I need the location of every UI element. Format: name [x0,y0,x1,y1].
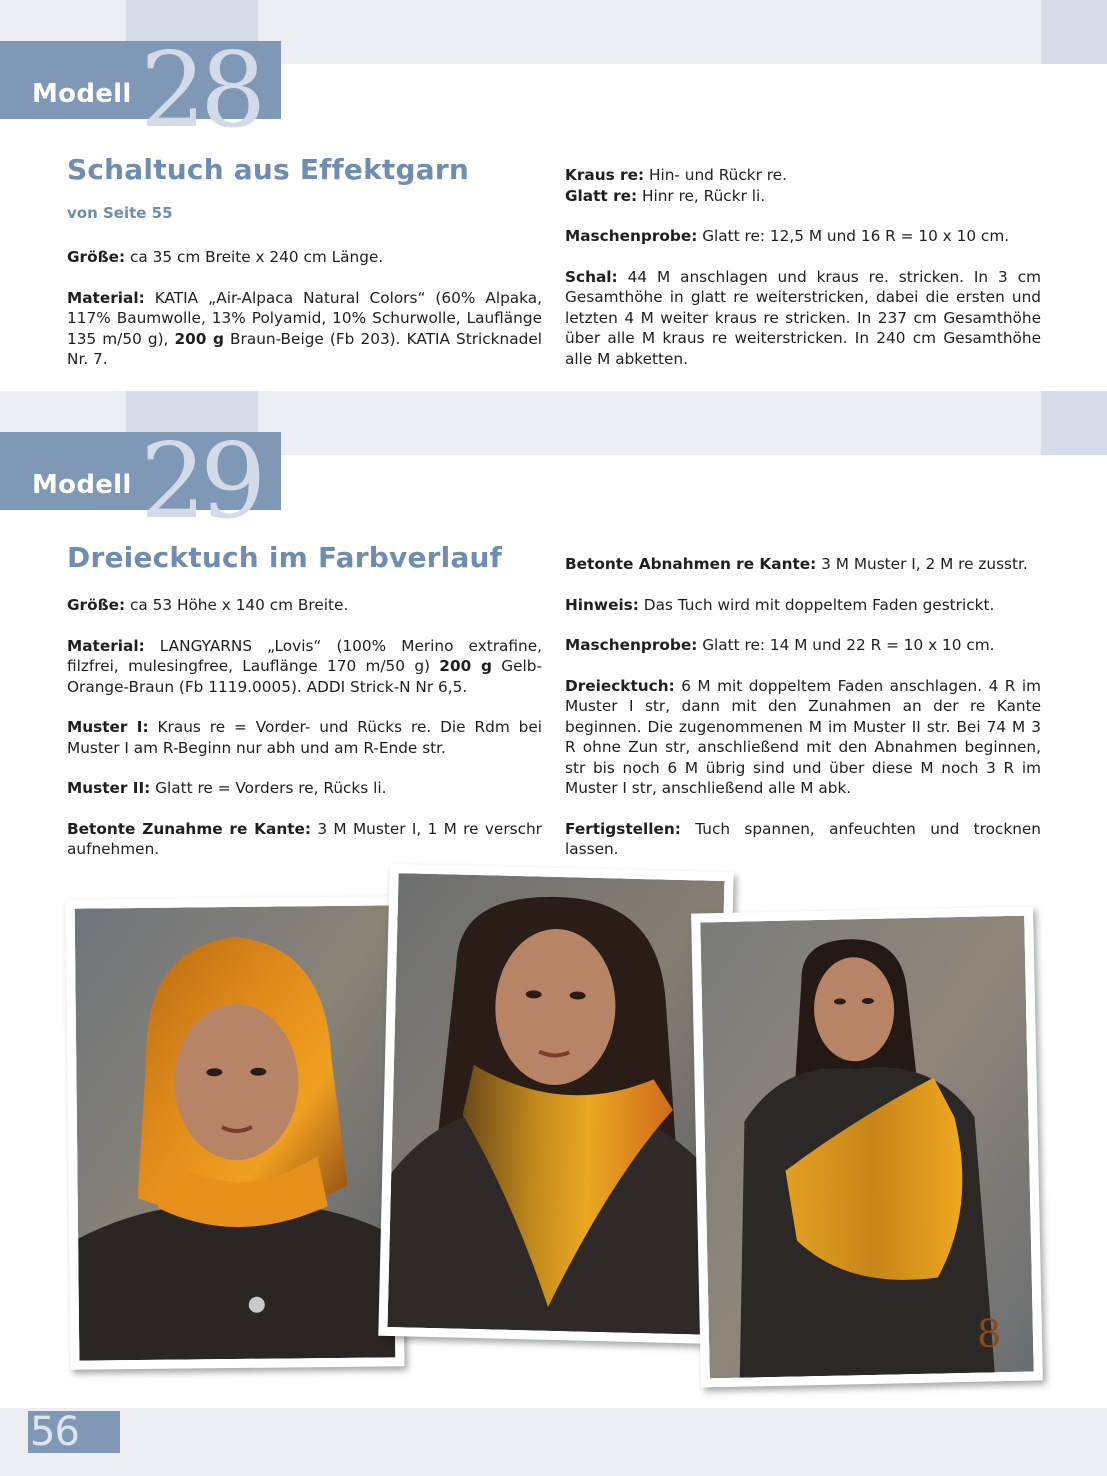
paragraph-schal: Schal: 44 M anschlagen und kraus re. stricken. In 3 cm Gesamthöhe in glatt re weiterstricken, dabei die ersten und letzten 4 M weiter kraus re stricken. In 237 cm Gesamthöhe über alle M kraus re weiterstricken. In 240 cm Gesamthöhe alle M abketten. [565,267,1041,368]
paragraph-dreiecktuch: Dreiecktuch: 6 M mit doppeltem Faden anschlagen. 4 R im Muster I str, dann mit den Zunahmen an der re Kante beginnen. Die zugenommenen M im Muster II str. Bei 74 M 3 R ohne Zun str, anschließend mit den Abnahmen beginnen, str bis noch 6 M übrig sind und über diese M noch 3 R im Muster I str, anschließend alle M abk. [565,676,1041,797]
paragraph-abnahmen: Betonte Abnahmen re Kante: 3 M Muster I, 2 M re zusstr. [565,555,1028,573]
modell-label-28: Modell [32,79,132,109]
photo-headscarf [66,896,405,1369]
photo-neck-scarf-image [388,873,725,1335]
paragraph-muster-1: Muster I: Kraus re = Vorder- und Rücks re. Die Rdm bei Muster I am R-Beginn nur abh und am R-Ende str. [67,718,542,757]
paragraph-maschenprobe: Maschenprobe: Glatt re: 12,5 M und 16 R = 10 x 10 cm. [565,227,1010,245]
modell-number-28: 28 [140,29,261,151]
paragraph-maschenprobe-29: Maschenprobe: Glatt re: 14 M und 22 R = 10 x 10 cm. [565,636,995,654]
paragraph-muster-2: Muster II: Glatt re = Vorders re, Rücks li. [67,779,387,797]
paragraph-fertigstellen: Fertigstellen: Tuch spannen, anfeuchten und trocknen lassen. [565,819,1041,858]
section1-left-column [67,247,542,390]
section-subtitle-28: von Seite 55 [67,204,173,222]
section1-right-column [565,165,1041,389]
modell-number-29: 29 [140,420,261,542]
section-title-29: Dreiecktuch im Farbverlauf [67,541,503,574]
paragraph-material-29: Material: LANGYARNS „Lovis“ (100% Merino extrafine, filzfrei, mulesingfree, Lauflänge 170 m/50 g) 200 g Gelb-Orange-Braun (Fb 1119.0005). ADDI Strick-N Nr 6,5. [67,636,542,696]
section-title-28: Schaltuch aus Effektgarn [67,153,469,186]
photo-body-scarf [691,906,1043,1387]
paragraph-groesse-29: Größe: ca 53 Höhe x 140 cm Breite. [67,596,349,614]
section2-right-column [565,554,1041,880]
svg-text:8: 8 [976,1311,1002,1356]
paragraph-zunahme: Betonte Zunahme re Kante: 3 M Muster I, 1 M re verschr aufnehmen. [67,819,542,858]
photo-headscarf-image [75,905,396,1360]
photo-neck-scarf [378,864,733,1344]
paragraph-groesse: Größe: ca 35 cm Breite x 240 cm Länge. [67,248,384,266]
photo-body-scarf-image [700,916,1033,1379]
paragraph-hinweis: Hinweis: Das Tuch wird mit doppeltem Faden gestrickt. [565,595,995,614]
paragraph-material: Material: KATIA „Air-Alpaca Natural Colors“ (60% Alpaka, 117% Baumwolle, 13% Polyamid, 10% Schurwolle, Lauflänge 135 m/50 g), 200 g Braun-Beige (Fb 203). KATIA Stricknadel Nr. 7. [67,288,542,368]
footer-band [0,1408,1107,1476]
modell-label-29: Modell [32,470,132,500]
paragraph-kraus-glatt: Kraus re: Hin- und Rückr re. Glatt re: Hinr re, Rückr li. [565,166,788,205]
page-number: 56 [30,1409,79,1455]
section2-left-column [67,595,542,880]
